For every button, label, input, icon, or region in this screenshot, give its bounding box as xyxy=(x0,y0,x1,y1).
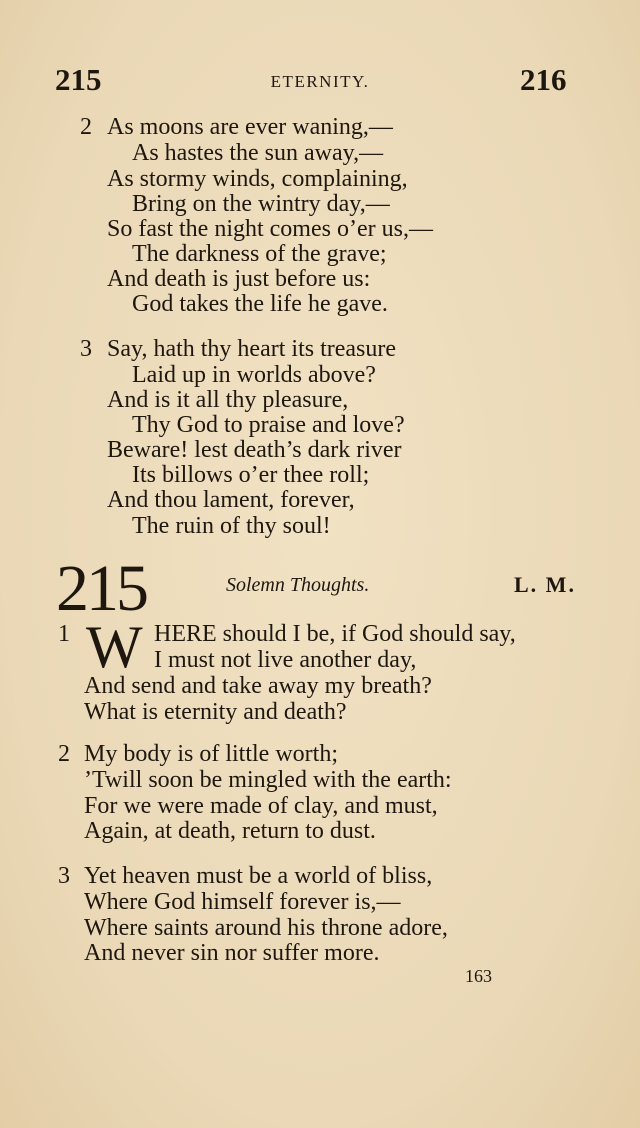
verse-line: Where God himself forever is,— xyxy=(84,889,401,915)
verse-line: Say, hath thy heart its treasure xyxy=(107,336,397,362)
hymn-meter: L. M. xyxy=(514,572,576,597)
verse-line: So fast the night comes o’er us,— xyxy=(107,216,433,242)
verse-line: ’Twill soon be mingled with the earth: xyxy=(84,767,452,793)
verse-line: The ruin of thy soul! xyxy=(132,513,331,539)
stanza-number: 1 xyxy=(58,621,70,647)
header-left-hymn-number: 215 xyxy=(55,62,102,97)
verse-line: And thou lament, forever, xyxy=(107,487,355,513)
verse-line: My body is of little worth; xyxy=(84,741,338,767)
stanza-number: 2 xyxy=(58,741,70,767)
verse-line: Beware! lest death’s dark river xyxy=(107,437,402,463)
verse-line: As moons are ever waning,— xyxy=(107,114,393,140)
verse-line: As hastes the sun away,— xyxy=(132,140,384,166)
verse-line: Where saints around his throne adore, xyxy=(84,915,448,941)
stanza-number: 3 xyxy=(80,336,92,362)
verse-line: For we were made of clay, and must, xyxy=(84,793,438,819)
verse-line: HERE should I be, if God should say, xyxy=(154,621,516,647)
header-right-hymn-number: 216 xyxy=(520,62,567,97)
verse-line: And death is just before us: xyxy=(107,266,371,292)
stanza-number: 3 xyxy=(58,863,70,889)
verse-line: Laid up in worlds above? xyxy=(132,362,376,388)
verse-line: Its billows o’er thee roll; xyxy=(132,462,370,488)
verse-line: I must not live another day, xyxy=(154,647,417,673)
verse-line: And send and take away my breath? xyxy=(84,673,432,699)
page-number: 163 xyxy=(465,966,492,986)
verse-line: God takes the life he gave. xyxy=(132,291,388,317)
verse-line: Bring on the wintry day,— xyxy=(132,191,390,217)
verse-line: What is eternity and death? xyxy=(84,699,347,725)
header-title: ETERNITY. xyxy=(270,72,370,91)
running-header xyxy=(0,62,640,102)
verse-line: Yet heaven must be a world of bliss, xyxy=(84,863,433,889)
verse-line: And is it all thy pleasure, xyxy=(107,387,349,413)
verse-line: As stormy winds, complaining, xyxy=(107,166,408,192)
verse-line: Again, at death, return to dust. xyxy=(84,818,376,844)
hymn-title: Solemn Thoughts. xyxy=(226,574,370,596)
drop-cap: W xyxy=(86,614,143,680)
stanza-number: 2 xyxy=(80,114,92,140)
hymn-number: 215 xyxy=(56,552,146,625)
verse-line: Thy God to praise and love? xyxy=(132,412,405,438)
verse-line: The darkness of the grave; xyxy=(132,241,387,267)
verse-line: And never sin nor suffer more. xyxy=(84,940,380,966)
